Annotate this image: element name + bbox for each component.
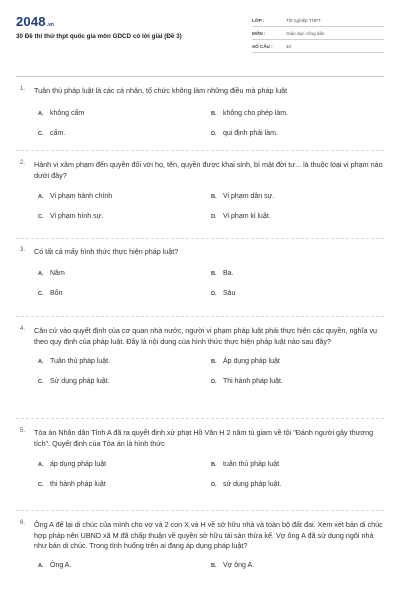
option-letter: A. [38,562,44,569]
option-letter: A. [38,270,44,277]
option-text: qui định phải làm. [223,129,278,137]
option-text: Sáu [223,289,236,297]
option-b[interactable] [211,562,384,569]
option-d[interactable] [211,213,384,220]
logo-sub-text: .vn [46,22,54,28]
question-text: Tòa án Nhân dân Tỉnh A đã ra quyết định xử phạt Hồ Văn H 2 năm tù giam về tội "Đánh người gây thương tích". Quyết định của Tòa án là hình thức [34,428,374,448]
option-text: Vợ ông A. [223,561,255,569]
option-b[interactable] [211,270,384,277]
option-b[interactable] [211,461,384,468]
meta-value: 40 [286,43,292,49]
meta-key: MÔN : [252,30,266,36]
option-letter: A. [38,110,44,117]
option-text: Ông A. [50,561,72,569]
option-d[interactable] [211,290,384,297]
option-text: Vi phạm hình sự. [50,213,104,220]
option-letter: B. [211,270,217,277]
option-text: cấm. [50,129,66,137]
option-letter: D. [211,482,217,488]
question-number: 4. [20,326,26,332]
option-letter: A. [38,359,44,365]
option-b[interactable] [211,193,384,200]
meta-value: Giáo dục công dân [286,30,325,36]
option-text: Áp dụng pháp luật [223,358,280,365]
logo-main-text: 2048 [16,14,46,29]
option-b[interactable] [211,110,384,117]
option-letter: A. [38,194,44,200]
option-d[interactable] [211,481,384,488]
option-letter: D. [211,130,217,137]
question-text: Có tất cả mấy hình thức thực hiện pháp luật? [34,247,179,256]
question-text: Căn cứ vào quyết định của cơ quan nhà nước, người vi phạm pháp luật phải thực hiện các quyền, nghĩa vụ theo quy định của pháp luật. Đây là nội dung của hình thức thực hiện pháp luật nào sau đây? [34,326,378,346]
meta-value: Tốt nghiệp THPT [286,17,321,23]
option-letter: B. [211,359,217,365]
document-title: 30 Đề thi thử thpt quốc gia môn GDCD có lời giải (Đề 3) [16,33,182,40]
option-text: thi hành pháp luật [50,481,106,488]
question-number: 2. [20,160,26,166]
option-letter: A. [38,462,44,468]
option-c[interactable] [38,290,211,297]
option-text: tuân thủ pháp luật [223,461,280,468]
question-2 [16,151,384,239]
question-number: 6. [20,520,26,526]
question-5 [16,419,384,511]
option-d[interactable] [211,130,384,137]
option-b[interactable] [211,358,384,365]
option-a[interactable] [38,110,211,117]
option-letter: C. [38,130,44,137]
site-logo[interactable] [16,14,246,29]
option-text: Thi hành pháp luật. [223,378,283,385]
option-letter: D. [211,214,217,220]
header-divider [16,76,384,77]
meta-key: SỐ CÂU : [252,43,273,49]
question-1 [16,80,384,151]
question-3 [16,239,384,317]
option-text: áp dụng pháp luật [50,461,107,468]
question-6 [16,511,384,597]
option-letter: B. [211,562,217,569]
option-letter: B. [211,110,217,117]
option-c[interactable] [38,378,211,385]
option-letter: B. [211,194,217,200]
option-c[interactable] [38,481,211,488]
option-a[interactable] [38,193,211,200]
question-text: Hành vi xâm phạm đến quyền đối với họ, tên, quyền được khai sinh, bí mật đời tư... là thuộc loại vi phạm nào dưới đây? [34,160,383,180]
question-number: 1. [20,86,26,92]
option-letter: C. [38,379,44,385]
option-c[interactable] [38,130,211,137]
option-letter: D. [211,290,217,297]
option-text: Năm [50,269,65,277]
option-text: Tuân thủ pháp luật. [50,358,111,365]
meta-row-class [252,14,384,27]
question-text: Tuân thủ pháp luật là các cá nhân, tổ chức không làm những điều mà pháp luật [34,86,288,95]
option-text: Vi phạm dân sự. [223,193,275,200]
option-d[interactable] [211,378,384,385]
option-letter: C. [38,482,44,488]
option-text: Ba. [223,269,234,277]
meta-table [252,14,384,70]
option-text: Vi phạm kỉ luật. [223,213,271,220]
meta-row-subject [252,27,384,40]
question-number: 3. [20,247,26,253]
question-4 [16,317,384,419]
option-a[interactable] [38,270,211,277]
option-letter: C. [38,290,44,297]
question-list [16,80,384,597]
option-text: Sử dụng pháp luật. [50,378,110,385]
meta-row-count [252,40,384,53]
option-text: Bốn [50,289,63,297]
header [16,12,384,70]
option-text: Vi phạm hành chính [50,193,113,200]
option-a[interactable] [38,358,211,365]
question-text: Ông A để lại di chúc của mình cho vợ và 2 con X và H về sở hữu nhà và toàn bộ đất đai. Xem xét bản di chúc hợp pháp nên UBND xã M đã chấp thuận về quyền sở hữu tài sản thừa kế. Vợ ông A đã sử dụng ngôi nhà như bản di chúc. Trong tình huống trên ai đang áp dụng pháp luật? [34,520,383,550]
option-text: sử dụng pháp luật. [223,481,282,488]
meta-key: LỚP : [252,17,265,23]
option-letter: B. [211,462,217,468]
option-a[interactable] [38,562,211,569]
option-text: không cấm [50,109,85,117]
option-letter: D. [211,379,217,385]
option-a[interactable] [38,461,211,468]
option-letter: C. [38,214,44,220]
header-left [16,12,246,70]
question-number: 5. [20,428,26,434]
option-c[interactable] [38,213,211,220]
option-text: không cho phép làm. [223,109,288,117]
